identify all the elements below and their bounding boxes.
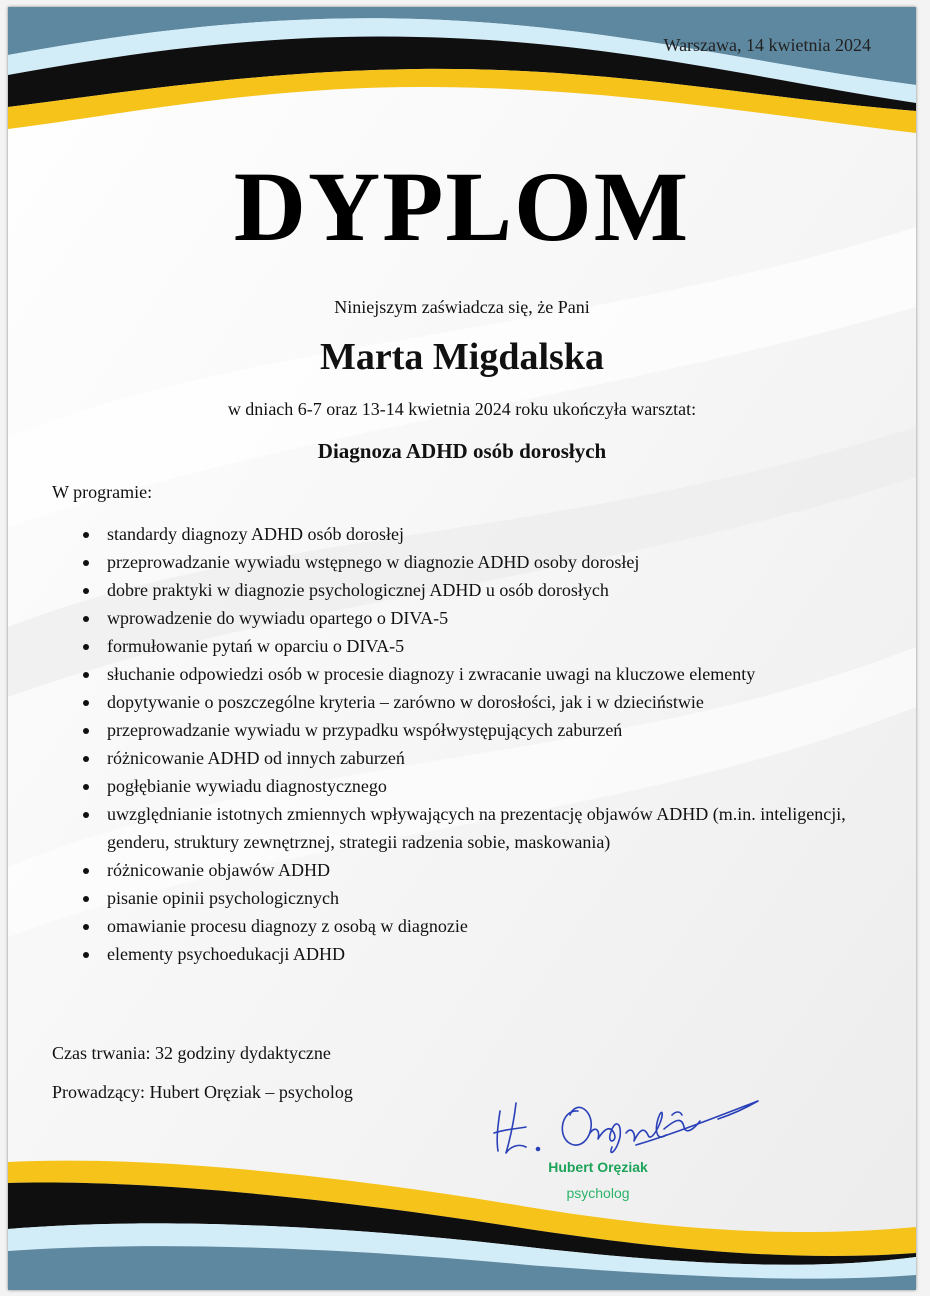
stamp-role: psycholog: [566, 1185, 630, 1201]
program-item: słuchanie odpowiedzi osób w procesie diagnozy i zwracanie uwagi na kluczowe elementy: [80, 660, 880, 688]
program-item: różnicowanie ADHD od innych zaburzeń: [80, 744, 880, 772]
diploma-title: DYPLOM: [233, 151, 691, 262]
program-item: pisanie opinii psychologicznych: [80, 884, 880, 912]
program-label: W programie:: [52, 482, 153, 502]
program-item: dobre praktyki w diagnozie psychologicznej ADHD u osób dorosłych: [80, 576, 880, 604]
program-list: [80, 520, 880, 968]
course-leader: Prowadzący: Hubert Oręziak – psycholog: [52, 1082, 353, 1102]
program-item: różnicowanie objawów ADHD: [80, 856, 880, 884]
workshop-dates: w dniach 6-7 oraz 13-14 kwietnia 2024 roku ukończyła warsztat:: [227, 399, 697, 419]
handwritten-signature: [486, 1089, 776, 1169]
program-item: formułowanie pytań w oparciu o DIVA-5: [80, 632, 880, 660]
program-item: dopytywanie o poszczególne kryteria – zarówno w dorosłości, jak i w dzieciństwie: [80, 688, 880, 716]
workshop-title: Diagnoza ADHD osób dorosłych: [317, 439, 607, 463]
program-item: wprowadzenie do wywiadu opartego o DIVA-5: [80, 604, 880, 632]
program-item: przeprowadzanie wywiadu wstępnego w diagnozie ADHD osoby dorosłej: [80, 548, 880, 576]
program-item: standardy diagnozy ADHD osób dorosłej: [80, 520, 880, 548]
course-duration: Czas trwania: 32 godziny dydaktyczne: [52, 1043, 331, 1063]
program-item: uwzględnianie istotnych zmiennych wpływających na prezentację objawów ADHD (m.in. inteligencji, genderu, struktury zewnętrznej, strategii radzenia sobie, maskowania): [80, 800, 880, 856]
recipient-name: Marta Migdalska: [320, 336, 604, 378]
program-item: omawianie procesu diagnozy z osobą w diagnozie: [80, 912, 880, 940]
certification-intro: Niniejszym zaświadcza się, że Pani: [334, 297, 590, 317]
program-item: przeprowadzanie wywiadu w przypadku współwystępujących zaburzeń: [80, 716, 880, 744]
stamp-name: Hubert Oręziak: [548, 1159, 648, 1175]
issue-date: Warszawa, 14 kwietnia 2024: [663, 35, 871, 55]
program-item: elementy psychoedukacji ADHD: [80, 940, 880, 968]
program-item: pogłębianie wywiadu diagnostycznego: [80, 772, 880, 800]
diploma-page: [8, 7, 916, 1290]
